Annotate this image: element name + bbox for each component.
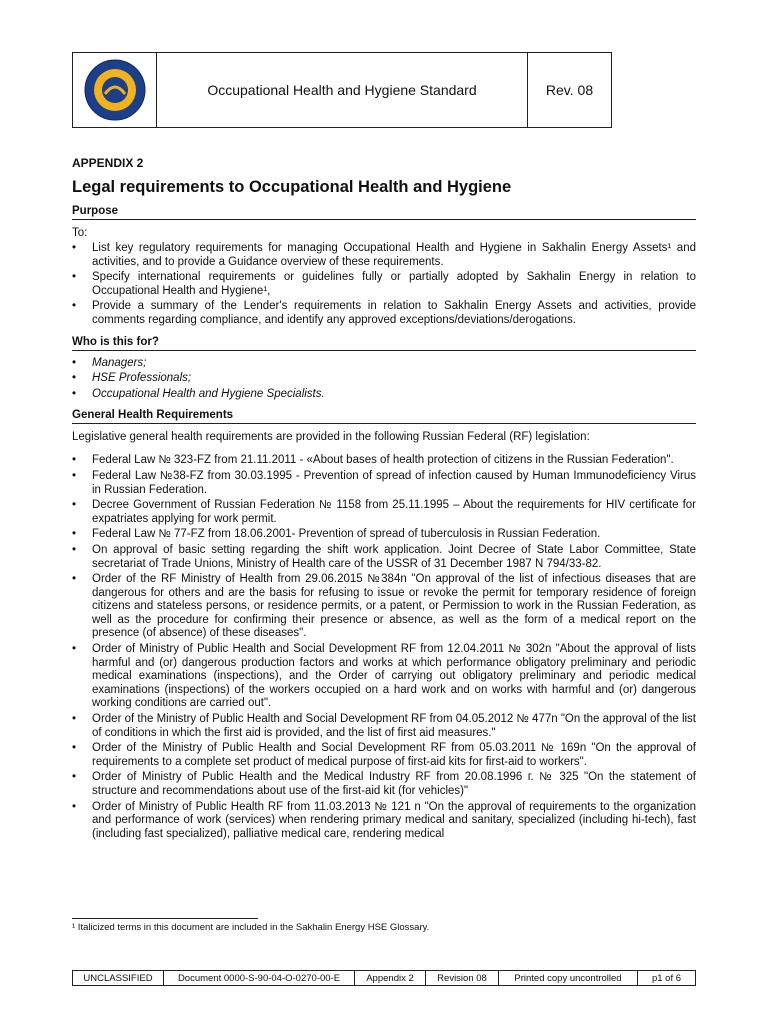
section-heading-audience: Who is this for? bbox=[72, 336, 696, 351]
list-item: • Specify international requirements or guidelines fully or partially adopted by Sakhalin Energy in relation to Occupational Health and Hygiene¹, bbox=[72, 271, 696, 297]
bullet-icon: • bbox=[72, 800, 77, 813]
page-title: Legal requirements to Occupational Health and Hygiene bbox=[72, 178, 512, 196]
footer-document-number: Document 0000-S-90-04-O-0270-00-E bbox=[164, 971, 355, 985]
list-item: • HSE Professionals; bbox=[72, 372, 192, 385]
list-item: • On approval of basic setting regarding the shift work application. Joint Decree of State Labor Committee, State secretariat of Trade Unions, Ministry of Health care of the USSR of 31 December 1987 N 794/33-82. bbox=[72, 543, 696, 570]
bullet-icon: • bbox=[72, 643, 77, 656]
list-item: • Order of Ministry of Public Health RF from 11.03.2013 № 121 n "On the approval of requirements to the organization and performance of work (services) when rendering primary medical and sanitary, specialized (including hi-tech), fast (including fast specialized), palliative medical care, rendering medical bbox=[72, 800, 696, 840]
list-item: • Occupational Health and Hygiene Specialists. bbox=[72, 387, 325, 400]
footer-appendix: Appendix 2 bbox=[355, 971, 426, 985]
general-intro: Legislative general health requirements are provided in the following Russian Federal (RF) legislation: bbox=[72, 431, 590, 444]
document-footer bbox=[72, 970, 696, 986]
bullet-icon: • bbox=[72, 771, 77, 784]
list-item: • Managers; bbox=[72, 356, 147, 369]
bullet-icon: • bbox=[72, 713, 77, 726]
list-item: • Federal Law № 323-FZ from 21.11.2011 - «About bases of health protection of citizens in the Russian Federation". bbox=[72, 454, 674, 467]
bullet-icon: • bbox=[72, 543, 77, 556]
list-item: • Order of the Ministry of Public Health and Social Development RF from 05.03.2011 № 169n "On the approval of requirements to a complete set product of medical purpose of first-aid kits for first-aid to workers". bbox=[72, 742, 696, 768]
list-item: • Decree Government of Russian Federation № 1158 from 25.11.1995 – About the requirements for HIV certificate for expatriates applying for work permit. bbox=[72, 499, 696, 525]
footer-page-number: p1 of 6 bbox=[651, 972, 682, 984]
purpose-list bbox=[72, 242, 696, 328]
purpose-intro: To: bbox=[72, 227, 88, 239]
logo-cell bbox=[73, 53, 157, 127]
section-heading-purpose: Purpose bbox=[72, 205, 696, 220]
list-item: • Order of Ministry of Public Health and Social Development RF from 12.04.2011 № 302n "About the approval of lists harmful and (or) dangerous production factors and works at which performance obligatory preliminary and periodic medical examinations (inspections), and the Order of carrying out obligatory preliminary and periodic medical examinations (inspections) of the workers occupied on a hard work and on works with harmful and (or) dangerous working conditions are carried out". bbox=[72, 643, 696, 710]
list-item: • Order of the Ministry of Public Health and Social Development RF from 04.05.2012 № 477n "On the approval of the list of conditions in which the first aid is provided, and the list of first aid measures." bbox=[72, 713, 696, 739]
bullet-icon: • bbox=[72, 454, 77, 467]
footer-revision: Revision 08 bbox=[426, 971, 499, 985]
header-title: Occupational Health and Hygiene Standard bbox=[157, 53, 528, 127]
bullet-icon: • bbox=[72, 387, 77, 400]
footnote-divider bbox=[72, 918, 258, 919]
bullet-icon: • bbox=[72, 300, 77, 313]
bullet-icon: • bbox=[72, 271, 77, 284]
list-item: • Order of Ministry of Public Health and the Medical Industry RF from 20.08.1996 г. № 325 "On the statement of structure and recommendations about use of the first-aid kit (for vehicles)" bbox=[72, 771, 696, 797]
bullet-icon: • bbox=[72, 372, 77, 385]
bullet-icon: • bbox=[72, 528, 77, 541]
footer-copy-status: Printed copy uncontrolled bbox=[499, 971, 638, 985]
list-item: • Federal Law № 77-FZ from 18.06.2001- Prevention of spread of tuberculosis in Russian Federation. bbox=[72, 528, 601, 541]
legislation-list bbox=[72, 454, 696, 841]
list-item: • Provide a summary of the Lender's requirements in relation to Sakhalin Energy Assets and activities, provide comments regarding compliance, and identify any approved exceptions/deviations/derogations. bbox=[72, 300, 696, 326]
section-heading-general-health: General Health Requirements bbox=[72, 409, 696, 424]
bullet-icon: • bbox=[72, 242, 77, 254]
bullet-icon: • bbox=[72, 499, 77, 512]
audience-list bbox=[72, 357, 696, 402]
appendix-label: APPENDIX 2 bbox=[72, 156, 144, 170]
list-item: • List key regulatory requirements for managing Occupational Health and Hygiene in Sakhalin Energy Assets¹ and activities, and to provide a Guidance overview of these requirements. bbox=[72, 242, 696, 268]
list-item: • Federal Law №38-FZ from 30.03.1995 - Prevention of spread of infection caused by Human Immunodeficiency Virus in Russian Federation. bbox=[72, 469, 696, 496]
list-item: • Order of the RF Ministry of Health from 29.06.2015 №384n "On approval of the list of infectious diseases that are dangerous for others and are the basis for refusing to issue or revoke the permit for temporary residence of foreign citizens and stateless persons, or residence permits, or a patent, or Permission to work in the Russian Federation, as well as the procedure for confirming their presence or absence, as well as the form of a medical report on the presence (of absence) of these diseases". bbox=[72, 573, 696, 640]
bullet-icon: • bbox=[72, 356, 77, 369]
footnote: ¹ Italicized terms in this document are included in the Sakhalin Energy HSE Glossary. bbox=[72, 922, 430, 933]
main-content bbox=[72, 150, 696, 843]
bullet-icon: • bbox=[72, 573, 77, 586]
sakhalin-energy-logo bbox=[83, 58, 147, 122]
bullet-icon: • bbox=[72, 469, 77, 482]
header-revision: Rev. 08 bbox=[545, 82, 594, 98]
footer-classification: UNCLASSIFIED bbox=[73, 971, 164, 985]
document-header bbox=[72, 52, 612, 128]
bullet-icon: • bbox=[72, 742, 77, 755]
